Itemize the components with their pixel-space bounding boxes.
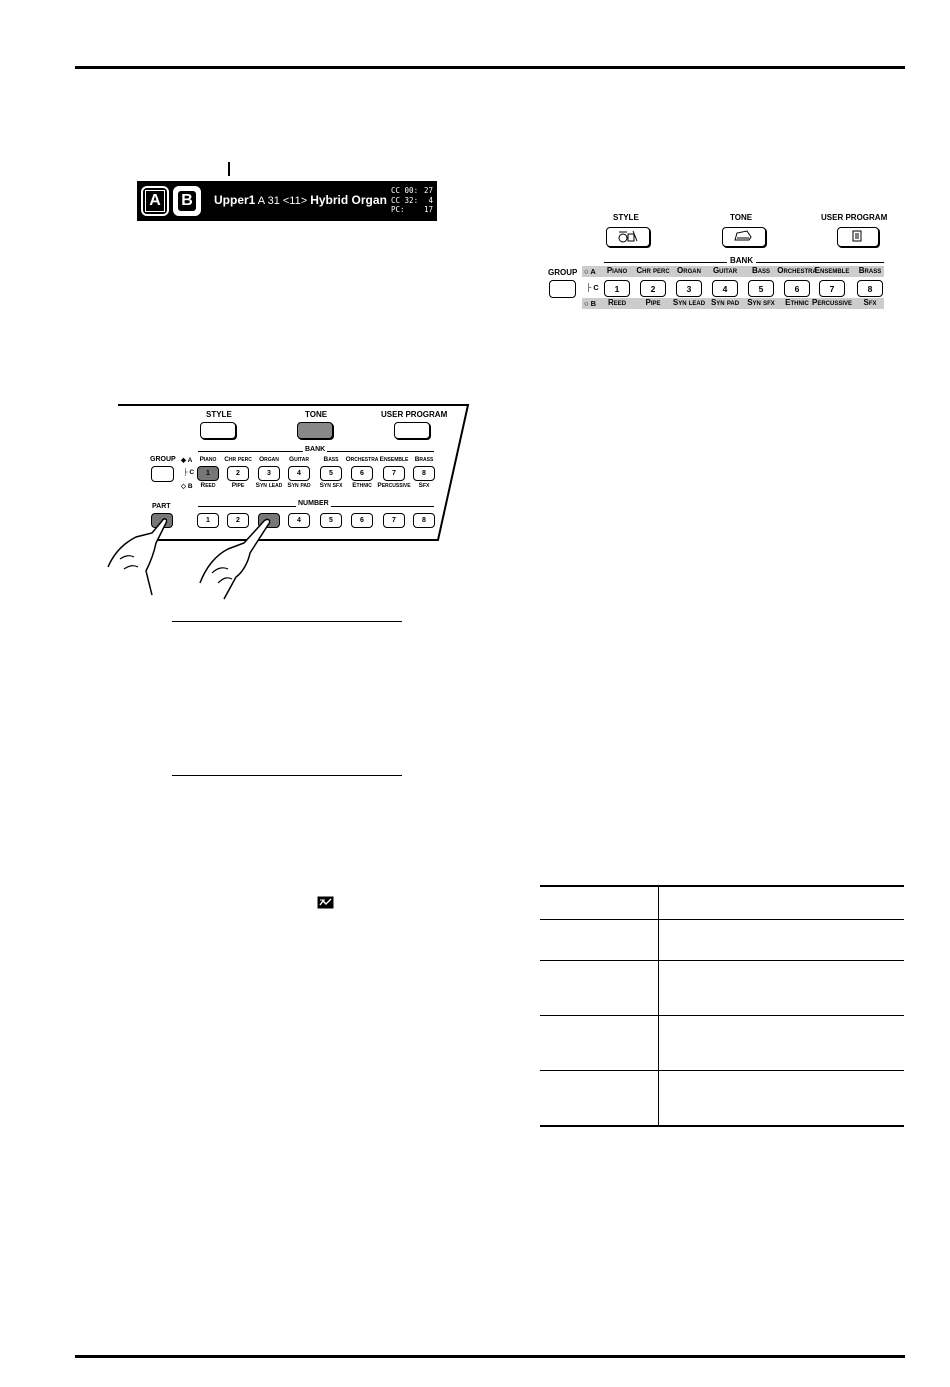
bank-lower-label: Ethnic [785, 298, 809, 307]
tone-label-left: TONE [305, 410, 328, 419]
lcd-tab-a[interactable]: A [141, 186, 169, 216]
lcd-part: Upper1 [214, 193, 256, 207]
table-row [540, 1070, 904, 1126]
row-b-label-left: B [187, 483, 193, 490]
bank-upper-label: Guitar [712, 266, 738, 275]
left-bank-button[interactable]: 5 [320, 466, 342, 481]
document-icon [838, 228, 876, 244]
cc00-label: CC 00: [391, 186, 419, 195]
bank-lower-label: Percussive [811, 298, 852, 307]
lcd-tone-info [214, 193, 387, 207]
left-number-button[interactable]: 4 [288, 513, 310, 528]
drum-icon [607, 228, 647, 244]
left-bank-button[interactable]: 2 [227, 466, 249, 481]
bottom-rule [75, 1355, 905, 1358]
lcd-pointer-line [228, 162, 230, 176]
group-label-left: GROUP [150, 456, 176, 463]
left-bank-button[interactable]: 1 [197, 466, 219, 481]
pc-label: PC: [391, 205, 405, 214]
cc00-value: 27 [423, 186, 433, 195]
left-bank-lower-label: Percussive [377, 482, 411, 489]
left-bank-button[interactable]: 3 [258, 466, 280, 481]
left-bank-upper-label: Bass [323, 456, 339, 463]
table-header-row [540, 885, 904, 921]
bank-number-button[interactable]: 5 [748, 280, 774, 297]
style-label: STYLE [613, 213, 639, 222]
lcd-tab-b[interactable]: B [173, 186, 201, 216]
bank-upper-label: Orchestra [777, 266, 817, 275]
left-bank-lower-label: Ethnic [352, 482, 372, 489]
left-bank-upper-label: Chr perc [224, 456, 252, 463]
left-bank-lower-label: Syn pad [287, 482, 311, 489]
part-label: PART [152, 503, 171, 510]
row-b-indicator: ○ B [584, 299, 597, 308]
style-button-left[interactable] [200, 422, 236, 439]
left-bank-lower-label: Sfx [418, 482, 430, 489]
left-bank-button[interactable]: 4 [288, 466, 310, 481]
bank-number-button[interactable]: 1 [604, 280, 630, 297]
lcd-cc-values [391, 186, 433, 215]
tone-button[interactable] [722, 227, 766, 247]
note-rule-top [172, 621, 402, 622]
tone-button-left[interactable] [297, 422, 333, 439]
bank-upper-label: Organ [677, 266, 701, 275]
number-label: NUMBER [298, 500, 329, 507]
left-bank-upper-label: Organ [259, 456, 279, 463]
bank-upper-label: Brass [858, 266, 882, 275]
row-a-indicator: ○ A [584, 267, 596, 276]
table-bottom-rule [540, 1125, 904, 1127]
bank-lower-label: Syn pad [710, 298, 740, 307]
bank-number-button[interactable]: 8 [857, 280, 883, 297]
style-button[interactable] [606, 227, 650, 247]
cc32-label: CC 32: [391, 195, 419, 205]
table-column-divider [658, 885, 659, 1125]
lcd-tone-number: A 31 <11> [257, 195, 308, 207]
left-bank-upper-label: Piano [199, 456, 217, 463]
bank-number-button[interactable]: 3 [676, 280, 702, 297]
left-bank-upper-label: Ensemble [379, 456, 409, 463]
group-button[interactable] [549, 280, 576, 298]
tone-label: TONE [730, 213, 753, 222]
bank-number-button[interactable]: 2 [640, 280, 666, 297]
pc-value: 17 [423, 205, 433, 214]
left-bank-button[interactable]: 7 [383, 466, 405, 481]
row-c-indicator-left: ├ C [183, 469, 195, 476]
top-rule [75, 66, 905, 69]
user-program-button[interactable] [837, 227, 879, 247]
bank-upper-label: Chr perc [636, 266, 670, 275]
row-c-label-left: C [189, 469, 195, 476]
left-bank-upper-label: Brass [414, 456, 434, 463]
left-bank-lower-label: Pipe [231, 482, 245, 489]
left-bank-lower-label: Reed [200, 482, 216, 489]
bank-number-button[interactable]: 6 [784, 280, 810, 297]
note-rule-bottom [172, 775, 402, 776]
group-label: GROUP [548, 268, 578, 277]
left-bank-lower-label: Syn sfx [319, 482, 343, 489]
row-a-label-left: A [187, 457, 193, 464]
pointing-hands-icon [100, 515, 280, 600]
left-number-button[interactable]: 6 [351, 513, 373, 528]
bank-upper-label: Ensemble [814, 266, 850, 275]
row-a-label: A [590, 267, 596, 276]
row-b-label: B [590, 299, 597, 308]
group-button-left[interactable] [151, 466, 174, 482]
left-bank-button[interactable]: 6 [351, 466, 373, 481]
left-bank-lower-label: Syn lead [255, 482, 283, 489]
bank-lower-label: Pipe [645, 298, 661, 307]
row-a-indicator-left: ◆ A [181, 457, 193, 464]
left-number-button[interactable]: 1 [197, 513, 219, 528]
style-label-left: STYLE [206, 410, 232, 419]
row-c-indicator: ├ C [586, 283, 599, 292]
bank-lower-label: Syn lead [672, 298, 706, 307]
left-bank-button[interactable]: 8 [413, 466, 435, 481]
piano-icon [723, 228, 763, 244]
user-program-button-left[interactable] [394, 422, 430, 439]
bank-label-left: BANK [305, 446, 326, 453]
bank-upper-label: Bass [751, 266, 771, 275]
user-program-label-left: USER PROGRAM [381, 410, 448, 419]
left-number-button[interactable]: 2 [227, 513, 249, 528]
table-row [540, 960, 904, 1016]
cc32-value: 4 [428, 195, 433, 205]
bank-upper-label: Piano [606, 266, 628, 275]
user-program-label: USER PROGRAM [821, 213, 888, 222]
table-row [540, 1015, 904, 1071]
row-b-indicator-left: ◇ B [181, 483, 193, 490]
left-number-button[interactable]: 7 [383, 513, 405, 528]
bank-lower-label: Syn sfx [747, 298, 775, 307]
table-row [540, 919, 904, 961]
left-bank-upper-label: Guitar [289, 456, 309, 463]
lcd-display [137, 181, 437, 221]
lcd-tone-name: Hybrid Organ [310, 193, 387, 207]
left-number-button[interactable]: 8 [413, 513, 435, 528]
bank-lower-label: Sfx [863, 298, 877, 307]
tone-edit-icon [317, 896, 334, 909]
left-bank-upper-label: Orchestra [345, 456, 379, 463]
bank-number-button[interactable]: 4 [712, 280, 738, 297]
bank-lower-label: Reed [607, 298, 627, 307]
bank-label: BANK [727, 256, 756, 265]
row-c-label: C [593, 283, 599, 292]
bank-number-button[interactable]: 7 [819, 280, 845, 297]
left-number-button[interactable]: 5 [320, 513, 342, 528]
